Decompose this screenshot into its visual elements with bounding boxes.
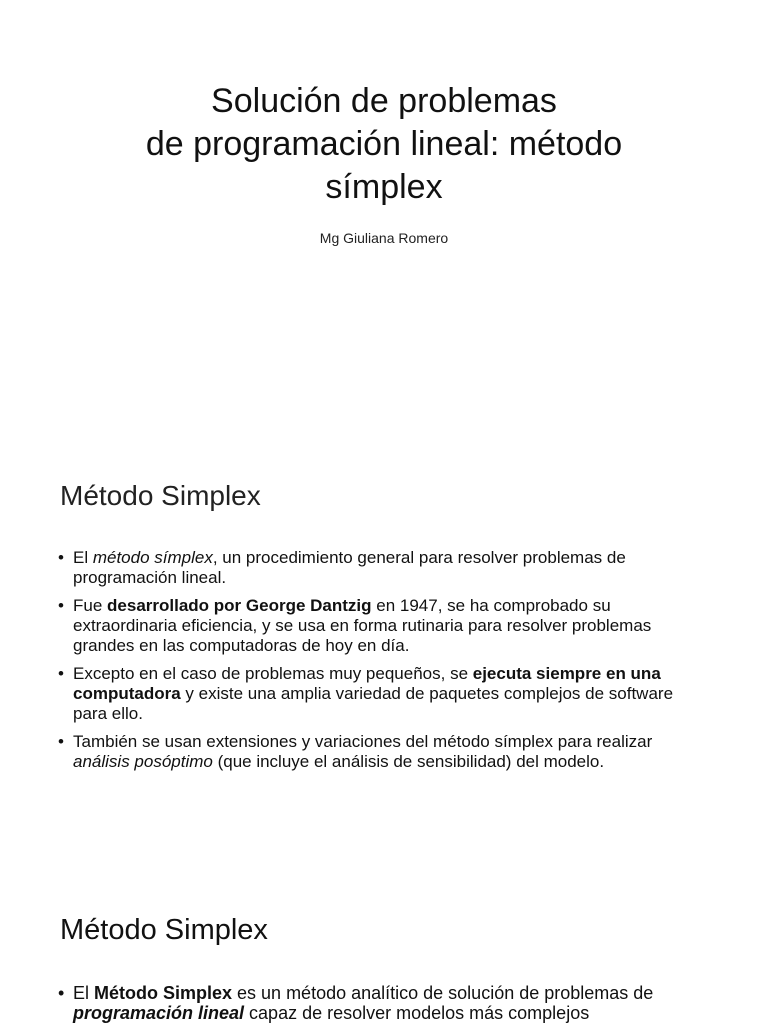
bullet-item xyxy=(58,596,708,656)
emphasized-text: ejecuta siempre en una computadora xyxy=(73,664,661,703)
bullet-list xyxy=(58,548,708,780)
title-line: símplex xyxy=(325,168,443,206)
bullet-item xyxy=(58,548,708,588)
emphasized-text: Método Simplex xyxy=(94,983,233,1003)
bullet-text: También se usan extensiones y variaciones del método símplex para realizar xyxy=(73,732,653,751)
bullet-item xyxy=(58,983,708,1023)
title-line: de programación lineal: método xyxy=(145,125,623,163)
bullet-text: El xyxy=(73,983,95,1003)
bullet-text: Excepto en el caso de problemas muy pequeños, se xyxy=(73,664,473,683)
author-name: Mg Giuliana Romero xyxy=(319,230,449,246)
content-slide-1 xyxy=(0,440,768,870)
bullet-text: capaz de resolver modelos más complejos xyxy=(244,1003,590,1023)
bullet-text: (que incluye el análisis de sensibilidad) del modelo. xyxy=(212,752,605,771)
bullet-text: en 1947, se ha comprobado su extraordinaria eficiencia, y se usa en forma rutinaria para resolver problemas grandes en las computadoras de hoy en día. xyxy=(73,596,652,655)
bullet-text: , un procedimiento general para resolver problemas de programación lineal. xyxy=(73,548,626,587)
emphasized-text: programación lineal xyxy=(73,1003,245,1023)
emphasized-text: desarrollado por George Dantzig xyxy=(107,596,372,615)
emphasized-text: método símplex xyxy=(92,548,213,567)
bullet-list xyxy=(58,983,708,1024)
bullet-text: Fue xyxy=(73,596,108,615)
emphasized-text: análisis posóptimo xyxy=(73,752,213,771)
title-slide xyxy=(0,0,768,440)
bullet-text: es un método analítico de solución de problemas de xyxy=(232,983,654,1003)
slide-title: Método Simplex xyxy=(60,914,268,946)
presentation-title xyxy=(0,80,768,209)
bullet-text: El xyxy=(73,548,93,567)
slide-title: Método Simplex xyxy=(60,480,261,511)
title-line: Solución de problemas xyxy=(211,82,557,120)
bullet-text: y existe una amplia variedad de paquetes complejos de software para ello. xyxy=(73,684,674,723)
bullet-item xyxy=(58,732,708,772)
bullet-item xyxy=(58,664,708,724)
content-slide-2 xyxy=(0,870,768,1024)
